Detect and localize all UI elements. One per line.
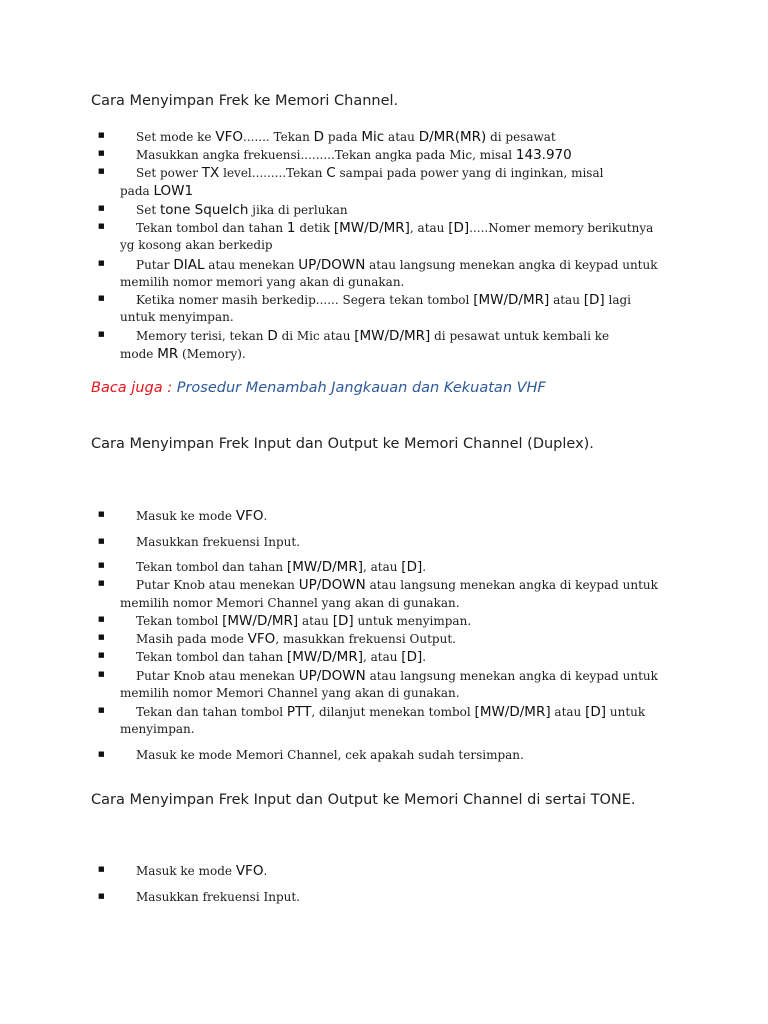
keyword: MR [157,346,179,362]
keyword: [MW/D/MR] [222,613,299,629]
keyword: [MW/D/MR] [286,559,363,575]
related-article[interactable] [91,380,546,396]
bullet-icon: ■ [98,633,105,641]
list-item-line [120,310,234,324]
text-segment: memilih nomor memori yang akan di gunakan. [120,275,405,289]
text-segment: di Mic atau [277,329,355,343]
bullet-icon: ■ [98,204,105,212]
text-segment: atau [298,614,333,628]
bullet-icon: ■ [98,706,105,714]
list-item-line [120,722,195,736]
text-segment: .....Nomer memory berikutnya [469,221,654,235]
bullet-icon: ■ [98,222,105,230]
text-segment: Masukkan frekuensi Input. [136,890,301,904]
list-item-line [120,183,193,199]
list-item-line [120,596,460,610]
section1-heading: Cara Menyimpan Frek ke Memori Channel. [91,93,399,109]
text-segment: untuk menyimpan. [353,614,472,628]
list-item-line [136,748,524,762]
list-item-line [136,890,300,904]
list-item-line [136,508,267,524]
bullet-icon: ■ [98,259,105,267]
list-item-line [120,275,404,289]
bullet-icon: ■ [98,294,105,302]
list-item-line [136,577,658,593]
keyword: [D] [585,704,607,720]
keyword: VFO [235,508,264,524]
keyword: [D] [401,649,423,665]
list-item-line [136,649,426,665]
section2-heading: Cara Menyimpan Frek Input dan Output ke Memori Channel (Duplex). [91,436,594,452]
list-item-line [136,535,300,549]
list-item-line [136,129,556,145]
text-segment: Masuk ke mode Memori Channel, cek apakah sudah tersimpan. [136,748,524,762]
list-item-line [136,328,609,344]
keyword: D [267,328,278,344]
bullet-icon: ■ [98,670,105,678]
keyword: VFO [247,631,276,647]
list-item-line [136,863,267,879]
keyword: tone Squelch [159,202,249,218]
text-segment: yg kosong akan berkedip [120,238,273,252]
keyword: [D] [332,613,354,629]
list-item-line [136,220,653,236]
text-segment: pada [324,130,362,144]
text-segment: level.........Tekan [219,166,327,180]
text-segment: Set [136,203,160,217]
text-segment: . [422,560,427,574]
text-segment: Memory terisi, tekan [136,329,268,343]
text-segment: Tekan tombol dan tahan [136,221,287,235]
text-segment: Putar Knob atau menekan [136,669,299,683]
text-segment: pada [120,184,154,198]
bullet-icon: ■ [98,537,105,545]
keyword: LOW1 [153,183,194,199]
text-segment: Tekan tombol dan tahan [136,560,287,574]
text-segment: Masuk ke mode [136,509,236,523]
text-segment: atau [384,130,419,144]
text-segment: Set mode ke [136,130,216,144]
text-segment: atau langsung menekan angka di keypad untuk [365,669,658,683]
keyword: [MW/D/MR] [333,220,410,236]
list-item-line [136,165,603,181]
keyword: Mic [361,129,385,145]
text-segment: lagi [604,293,632,307]
bullet-icon: ■ [98,750,105,758]
list-item-line [136,668,658,684]
text-segment: , atau [362,560,402,574]
keyword: VFO [215,129,243,145]
keyword: 143.970 [515,147,572,163]
list-item-line [136,257,658,273]
related-label: Baca juga : [91,380,177,396]
text-segment: untuk [606,705,646,719]
text-segment: . [422,650,427,664]
text-segment: atau langsung menekan angka di keypad untuk [365,258,658,272]
bullet-icon: ■ [98,510,105,518]
bullet-icon: ■ [98,330,105,338]
bullet-icon: ■ [98,892,105,900]
text-segment: , masukkan frekuensi Output. [275,632,456,646]
keyword: 1 [286,220,296,236]
text-segment: . [263,864,268,878]
list-item-line [136,559,426,575]
text-segment: sampai pada power yang di inginkan, misal [335,166,604,180]
text-segment: atau langsung menekan angka di keypad untuk [365,578,658,592]
text-segment: Tekan tombol dan tahan [136,650,287,664]
text-segment: atau menekan [204,258,299,272]
text-segment: Masukkan frekuensi Input. [136,535,301,549]
list-item-line [136,292,631,308]
text-segment: detik [295,221,334,235]
bullet-icon: ■ [98,149,105,157]
keyword: UP/DOWN [298,577,366,593]
text-segment: memilih nomor Memori Channel yang akan di gunakan. [120,686,460,700]
list-item-line [136,704,645,720]
keyword: D/MR(MR) [418,129,487,145]
keyword: C [326,165,336,181]
list-item-line [136,147,572,163]
keyword: [D] [401,559,423,575]
text-segment: Masukkan angka frekuensi.........Tekan angka pada Mic, misal [136,148,516,162]
bullet-icon: ■ [98,615,105,623]
text-segment: Putar [136,258,174,272]
bullet-icon: ■ [98,651,105,659]
keyword: [MW/D/MR] [473,292,550,308]
text-segment: menyimpan. [120,722,195,736]
text-segment: mode [120,347,158,361]
list-item-line [120,238,273,252]
bullet-icon: ■ [98,579,105,587]
list-item-line [136,613,471,629]
list-item-line [120,346,246,362]
keyword: PTT [286,704,312,720]
keyword: UP/DOWN [298,257,366,273]
text-segment: Tekan tombol [136,614,223,628]
text-segment: ....... Tekan [243,130,314,144]
keyword: DIAL [173,257,205,273]
text-segment: atau [550,705,586,719]
text-segment: Putar Knob atau menekan [136,578,299,592]
list-item-line [136,202,348,218]
text-segment: Tekan dan tahan tombol [136,705,287,719]
text-segment: Masuk ke mode [136,864,236,878]
text-segment: atau [549,293,584,307]
bullet-icon: ■ [98,561,105,569]
bullet-icon: ■ [98,167,105,175]
text-segment: . [263,509,268,523]
text-segment: memilih nomor Memori Channel yang akan di gunakan. [120,596,460,610]
keyword: VFO [235,863,264,879]
text-segment: Ketika nomer masih berkedip...... Segera tekan tombol [136,293,474,307]
text-segment: di pesawat untuk kembali ke [430,329,610,343]
list-item-line [120,686,460,700]
related-link[interactable]: Prosedur Menambah Jangkauan dan Kekuatan VHF [176,380,546,396]
bullet-icon: ■ [98,865,105,873]
text-segment: Masih pada mode [136,632,248,646]
section3-heading: Cara Menyimpan Frek Input dan Output ke Memori Channel di sertai TONE. [91,792,636,808]
text-segment: , dilanjut menekan tombol [311,705,475,719]
keyword: [MW/D/MR] [286,649,363,665]
list-item-line [136,631,456,647]
text-segment: jika di perlukan [248,203,348,217]
text-segment: , atau [409,221,449,235]
keyword: [D] [448,220,470,236]
text-segment: di pesawat [486,130,556,144]
text-segment: Set power [136,166,202,180]
keyword: D [313,129,325,145]
keyword: UP/DOWN [298,668,366,684]
keyword: [D] [583,292,605,308]
text-segment: , atau [362,650,402,664]
keyword: [MW/D/MR] [354,328,431,344]
text-segment: untuk menyimpan. [120,310,234,324]
bullet-icon: ■ [98,131,105,139]
text-segment: (Memory). [178,347,246,361]
keyword: TX [201,165,220,181]
keyword: [MW/D/MR] [474,704,551,720]
